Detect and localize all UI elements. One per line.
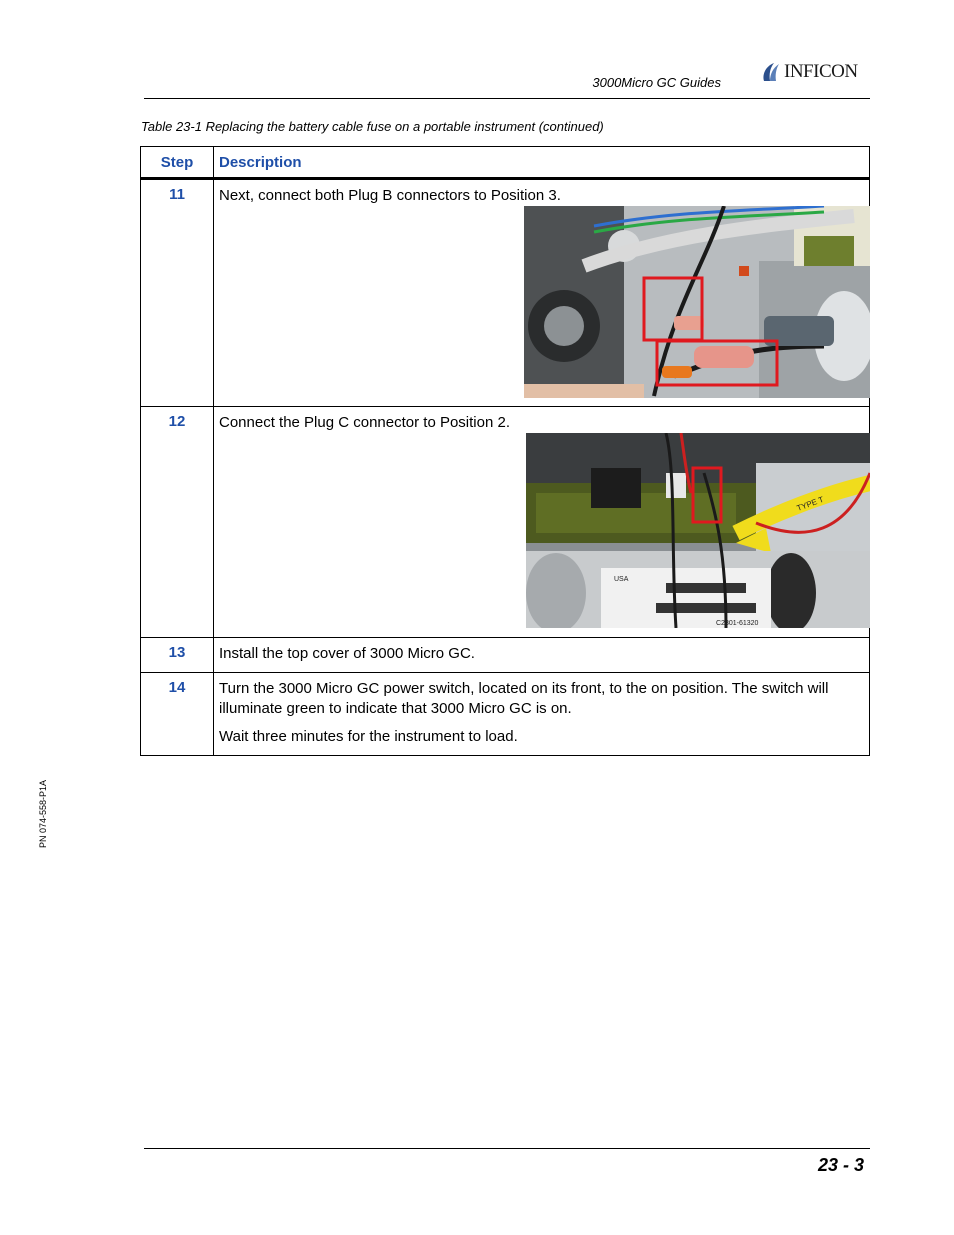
step-text: Install the top cover of 3000 Micro GC.	[219, 645, 475, 662]
header-rule	[144, 98, 870, 99]
table-row	[141, 673, 870, 756]
plug-c-connector-photo	[526, 433, 870, 628]
logo-wordmark: INFICON	[784, 61, 858, 82]
step-description	[214, 673, 870, 756]
step-number: 11	[141, 179, 214, 407]
table-row	[141, 407, 870, 638]
table-header-row	[141, 147, 870, 179]
step-text: Turn the 3000 Micro GC power switch, located on its front, to the on position. The switch will illuminate green to indicate that 3000 Micro GC is on.	[219, 680, 829, 717]
guide-title: 3000Micro GC Guides	[592, 75, 721, 90]
page-number: 23 - 3	[817, 1155, 864, 1175]
table-caption: Table 23-1 Replacing the battery cable fuse on a portable instrument (continued)	[141, 119, 604, 134]
inficon-logo	[760, 60, 872, 84]
inficon-logo-icon	[760, 61, 782, 83]
step-description	[214, 638, 870, 673]
procedure-table	[140, 146, 870, 756]
step-text: Connect the Plug C connector to Position 2.	[219, 414, 511, 431]
step-description	[214, 179, 870, 407]
table-row	[141, 638, 870, 673]
photo-label-usa: USA	[614, 576, 629, 583]
photo-label-part: C2801-61320	[716, 620, 759, 627]
header-description: Description	[214, 147, 870, 179]
step-description	[214, 407, 870, 638]
step-text: Wait three minutes for the instrument to load.	[219, 728, 518, 745]
step-number: 13	[141, 638, 214, 673]
table-row	[141, 179, 870, 407]
step-text: Next, connect both Plug B connectors to Position 3.	[219, 187, 561, 204]
step-number: 12	[141, 407, 214, 638]
header-step: Step	[141, 147, 214, 179]
step-number: 14	[141, 673, 214, 756]
plug-b-connector-photo	[524, 206, 870, 398]
footer-rule	[144, 1148, 870, 1149]
photo-label-type: TYPE T	[795, 494, 825, 513]
part-number: PN 074-558-P1A	[38, 779, 48, 848]
